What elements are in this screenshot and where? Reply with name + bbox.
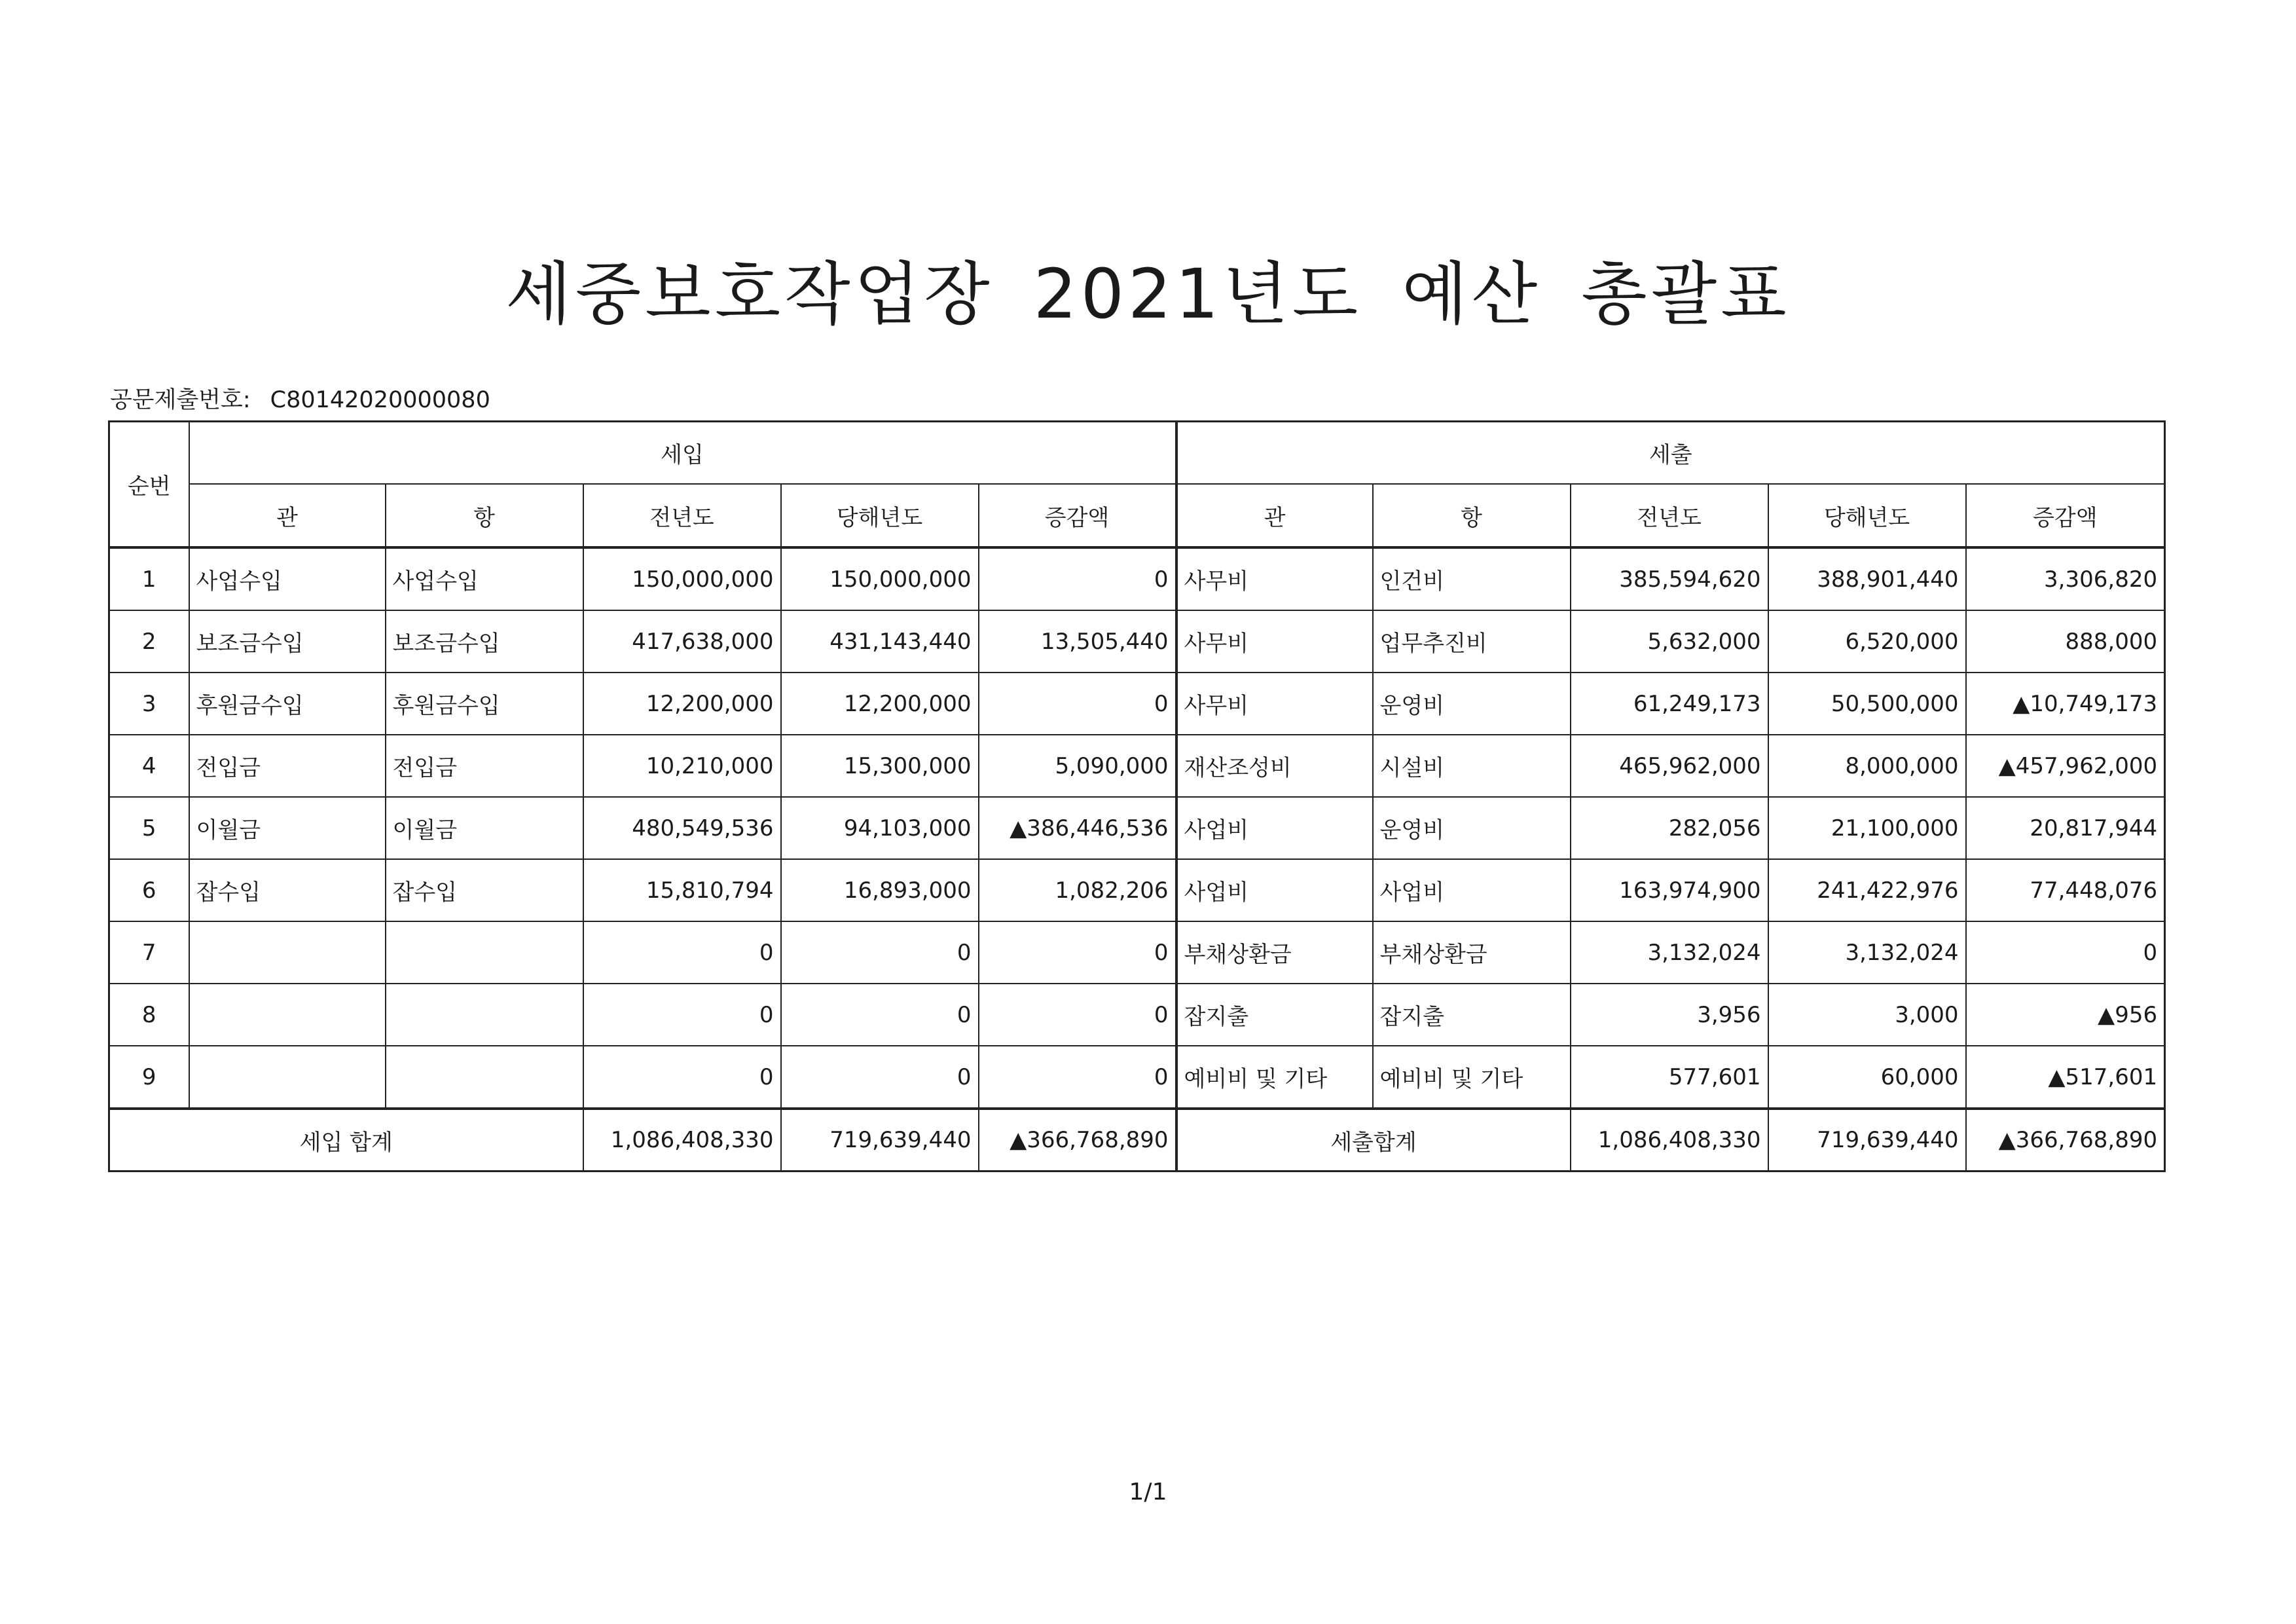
expense-gwan: 사무비 xyxy=(1176,547,1373,610)
expense-gwan: 사업비 xyxy=(1176,797,1373,859)
expense-gwan: 부채상환금 xyxy=(1176,921,1373,984)
document-number-value: C80142020000080 xyxy=(270,387,490,413)
expense-change: ▲517,601 xyxy=(1966,1046,2165,1109)
income-hang: 후원금수입 xyxy=(386,673,583,735)
income-total-curr: 719,639,440 xyxy=(781,1109,979,1172)
expense-gwan: 사업비 xyxy=(1176,859,1373,921)
income-prev-year: 10,210,000 xyxy=(583,735,781,797)
income-gwan: 잡수입 xyxy=(189,859,386,921)
income-change: 5,090,000 xyxy=(979,735,1176,797)
col-header: 전년도 xyxy=(583,484,781,547)
table-row xyxy=(109,921,2165,984)
expense-curr-year: 241,422,976 xyxy=(1768,859,1966,921)
expense-gwan: 잡지출 xyxy=(1176,984,1373,1046)
row-seq: 5 xyxy=(109,797,189,859)
col-header: 관 xyxy=(1176,484,1373,547)
expense-change: 77,448,076 xyxy=(1966,859,2165,921)
header-seq: 순번 xyxy=(109,422,189,548)
income-hang: 보조금수입 xyxy=(386,610,583,673)
income-prev-year: 0 xyxy=(583,1046,781,1109)
table-row xyxy=(109,735,2165,797)
income-change: 0 xyxy=(979,984,1176,1046)
income-curr-year: 0 xyxy=(781,1046,979,1109)
income-hang xyxy=(386,984,583,1046)
row-seq: 7 xyxy=(109,921,189,984)
expense-change: 0 xyxy=(1966,921,2165,984)
col-header: 당해년도 xyxy=(1768,484,1966,547)
income-hang: 전입금 xyxy=(386,735,583,797)
expense-gwan: 재산조성비 xyxy=(1176,735,1373,797)
row-seq: 4 xyxy=(109,735,189,797)
expense-gwan: 사무비 xyxy=(1176,673,1373,735)
income-prev-year: 12,200,000 xyxy=(583,673,781,735)
income-prev-year: 0 xyxy=(583,984,781,1046)
income-change: 0 xyxy=(979,921,1176,984)
expense-curr-year: 21,100,000 xyxy=(1768,797,1966,859)
income-change: 0 xyxy=(979,673,1176,735)
income-curr-year: 15,300,000 xyxy=(781,735,979,797)
table-row xyxy=(109,797,2165,859)
row-seq: 3 xyxy=(109,673,189,735)
income-hang: 이월금 xyxy=(386,797,583,859)
budget-summary-table xyxy=(108,420,2166,1172)
col-header: 항 xyxy=(386,484,583,547)
income-curr-year: 150,000,000 xyxy=(781,547,979,610)
page-title: 세중보호작업장 2021년도 예산 총괄표 xyxy=(505,254,1791,334)
expense-curr-year: 50,500,000 xyxy=(1768,673,1966,735)
header-row-columns xyxy=(109,484,2165,547)
col-header: 당해년도 xyxy=(781,484,979,547)
expense-prev-year: 3,956 xyxy=(1571,984,1768,1046)
income-change: 13,505,440 xyxy=(979,610,1176,673)
income-prev-year: 417,638,000 xyxy=(583,610,781,673)
document-number xyxy=(110,382,490,415)
expense-hang: 운영비 xyxy=(1373,797,1571,859)
expense-prev-year: 282,056 xyxy=(1571,797,1768,859)
income-change: ▲386,446,536 xyxy=(979,797,1176,859)
expense-hang: 운영비 xyxy=(1373,673,1571,735)
document-number-label: 공문제출번호: xyxy=(110,387,251,413)
col-header: 전년도 xyxy=(1571,484,1768,547)
table-row xyxy=(109,984,2165,1046)
income-prev-year: 15,810,794 xyxy=(583,859,781,921)
income-gwan: 사업수입 xyxy=(189,547,386,610)
header-row-groups xyxy=(109,422,2165,485)
page-number: 1/1 xyxy=(1129,1479,1167,1505)
income-curr-year: 12,200,000 xyxy=(781,673,979,735)
expense-curr-year: 6,520,000 xyxy=(1768,610,1966,673)
income-hang xyxy=(386,1046,583,1109)
expense-prev-year: 5,632,000 xyxy=(1571,610,1768,673)
expense-prev-year: 385,594,620 xyxy=(1571,547,1768,610)
expense-gwan: 예비비 및 기타 xyxy=(1176,1046,1373,1109)
income-gwan: 보조금수입 xyxy=(189,610,386,673)
table-row xyxy=(109,547,2165,610)
totals-row xyxy=(109,1109,2165,1172)
expense-hang: 부채상환금 xyxy=(1373,921,1571,984)
expense-gwan: 사무비 xyxy=(1176,610,1373,673)
income-hang: 사업수입 xyxy=(386,547,583,610)
expense-change: 20,817,944 xyxy=(1966,797,2165,859)
income-prev-year: 0 xyxy=(583,921,781,984)
col-header: 증감액 xyxy=(979,484,1176,547)
col-header: 증감액 xyxy=(1966,484,2165,547)
table-row xyxy=(109,859,2165,921)
income-gwan xyxy=(189,984,386,1046)
expense-hang: 시설비 xyxy=(1373,735,1571,797)
row-seq: 1 xyxy=(109,547,189,610)
expense-prev-year: 577,601 xyxy=(1571,1046,1768,1109)
income-curr-year: 431,143,440 xyxy=(781,610,979,673)
expense-total-label: 세출합계 xyxy=(1176,1109,1571,1172)
income-prev-year: 150,000,000 xyxy=(583,547,781,610)
expense-curr-year: 3,000 xyxy=(1768,984,1966,1046)
expense-hang: 업무추진비 xyxy=(1373,610,1571,673)
row-seq: 2 xyxy=(109,610,189,673)
expense-curr-year: 60,000 xyxy=(1768,1046,1966,1109)
table-row xyxy=(109,610,2165,673)
table-row xyxy=(109,673,2165,735)
income-gwan xyxy=(189,1046,386,1109)
expense-change: 888,000 xyxy=(1966,610,2165,673)
header-expense: 세출 xyxy=(1176,422,2165,485)
income-change: 0 xyxy=(979,1046,1176,1109)
income-gwan: 전입금 xyxy=(189,735,386,797)
expense-prev-year: 465,962,000 xyxy=(1571,735,1768,797)
expense-prev-year: 61,249,173 xyxy=(1571,673,1768,735)
expense-change: ▲10,749,173 xyxy=(1966,673,2165,735)
income-change: 0 xyxy=(979,547,1176,610)
income-gwan xyxy=(189,921,386,984)
expense-curr-year: 3,132,024 xyxy=(1768,921,1966,984)
expense-curr-year: 388,901,440 xyxy=(1768,547,1966,610)
income-total-prev: 1,086,408,330 xyxy=(583,1109,781,1172)
expense-total-curr: 719,639,440 xyxy=(1768,1109,1966,1172)
income-gwan: 이월금 xyxy=(189,797,386,859)
expense-hang: 사업비 xyxy=(1373,859,1571,921)
expense-change: 3,306,820 xyxy=(1966,547,2165,610)
row-seq: 9 xyxy=(109,1046,189,1109)
expense-hang: 인건비 xyxy=(1373,547,1571,610)
col-header: 항 xyxy=(1373,484,1571,547)
expense-change: ▲956 xyxy=(1966,984,2165,1046)
table-row xyxy=(109,1046,2165,1109)
expense-prev-year: 3,132,024 xyxy=(1571,921,1768,984)
income-hang xyxy=(386,921,583,984)
expense-hang: 잡지출 xyxy=(1373,984,1571,1046)
income-total-diff: ▲366,768,890 xyxy=(979,1109,1176,1172)
expense-total-prev: 1,086,408,330 xyxy=(1571,1109,1768,1172)
income-curr-year: 16,893,000 xyxy=(781,859,979,921)
expense-hang: 예비비 및 기타 xyxy=(1373,1046,1571,1109)
income-change: 1,082,206 xyxy=(979,859,1176,921)
col-header: 관 xyxy=(189,484,386,547)
income-curr-year: 0 xyxy=(781,921,979,984)
header-income: 세입 xyxy=(189,422,1176,485)
income-prev-year: 480,549,536 xyxy=(583,797,781,859)
expense-total-diff: ▲366,768,890 xyxy=(1966,1109,2165,1172)
expense-prev-year: 163,974,900 xyxy=(1571,859,1768,921)
income-total-label: 세입 합계 xyxy=(109,1109,583,1172)
row-seq: 6 xyxy=(109,859,189,921)
income-gwan: 후원금수입 xyxy=(189,673,386,735)
income-curr-year: 94,103,000 xyxy=(781,797,979,859)
row-seq: 8 xyxy=(109,984,189,1046)
income-curr-year: 0 xyxy=(781,984,979,1046)
expense-curr-year: 8,000,000 xyxy=(1768,735,1966,797)
income-hang: 잡수입 xyxy=(386,859,583,921)
expense-change: ▲457,962,000 xyxy=(1966,735,2165,797)
